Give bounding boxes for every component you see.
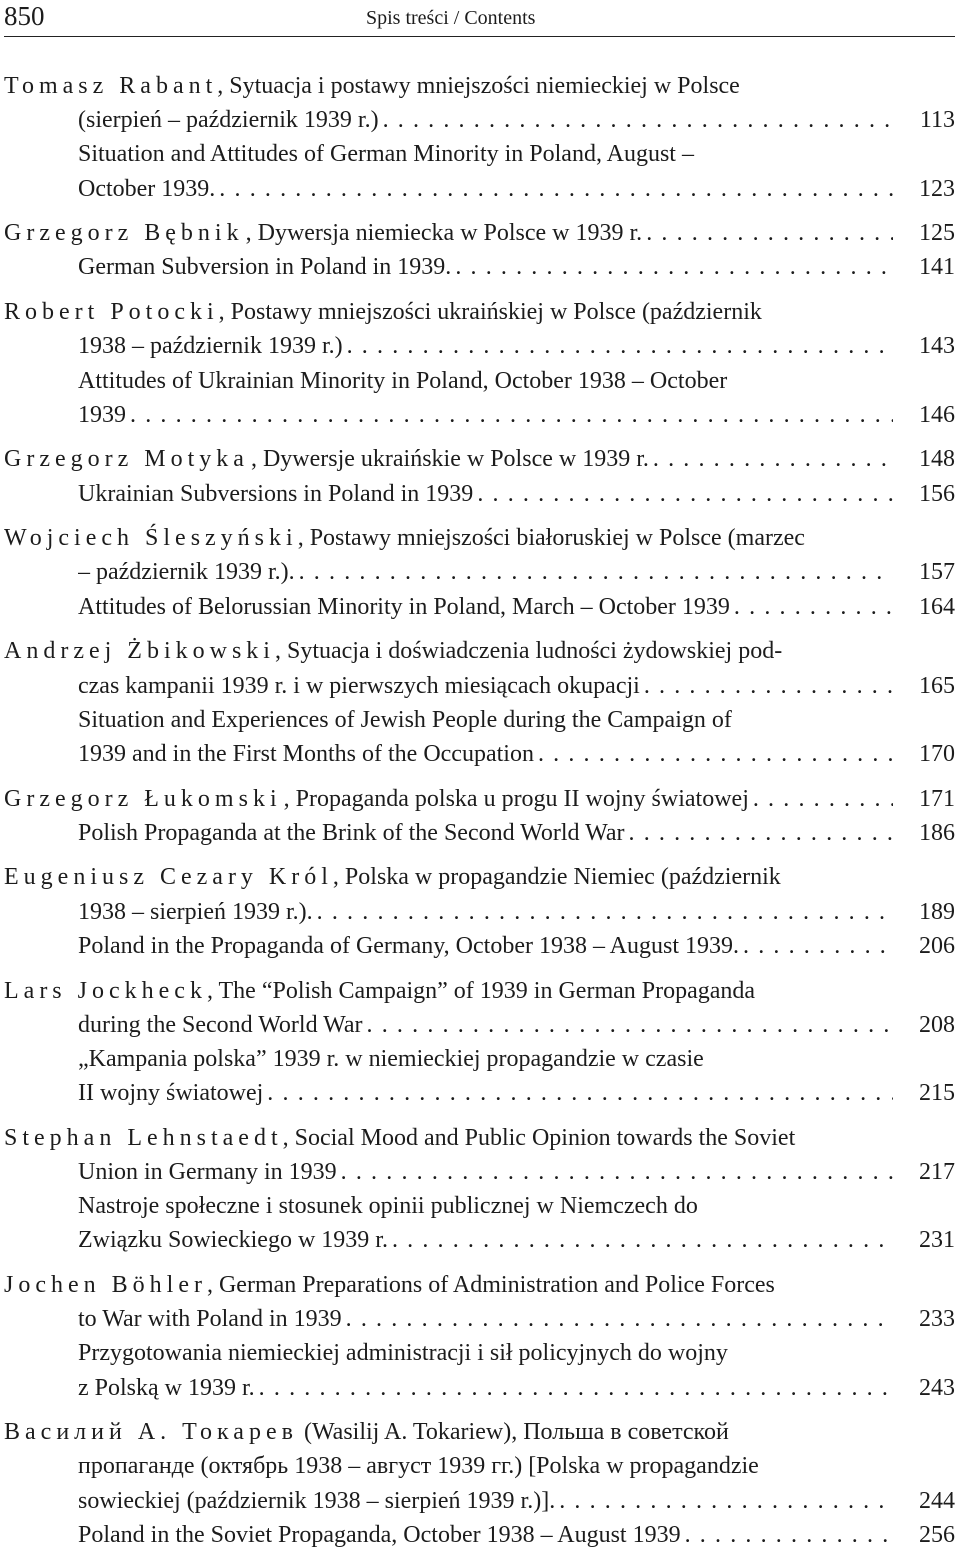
toc-title: Attitudes of Belorussian Minority in Poland, March – October 1939: [78, 593, 730, 620]
toc-page-number: 233: [901, 1302, 955, 1336]
toc-line-text: [78, 250, 893, 284]
toc-line-text: [4, 782, 893, 816]
toc-page-number: 156: [901, 477, 955, 511]
toc-line-text: [78, 398, 893, 432]
toc-line: [4, 782, 955, 816]
toc-title: , Postawy mniejszości białoruskiej w Polsce (marzec: [297, 525, 805, 552]
toc-line-text: [4, 860, 955, 894]
toc-page-number: 165: [901, 669, 955, 703]
toc-line: [4, 1449, 955, 1483]
toc-page-number: 217: [901, 1155, 955, 1189]
toc-page-number: 186: [901, 816, 955, 850]
toc-line: [4, 477, 955, 511]
toc-line: [4, 1415, 955, 1449]
toc-line: [4, 250, 955, 284]
toc-line-text: [4, 1121, 955, 1155]
toc-author: Wojciech Śleszyński: [4, 525, 298, 552]
toc-entry[interactable]: [4, 442, 955, 510]
toc-line-text: [78, 590, 893, 624]
toc-line: [4, 1042, 955, 1076]
running-head: Spis treści / Contents: [366, 7, 536, 29]
toc-author: Grzegorz Motyka: [4, 446, 249, 473]
toc-entry[interactable]: [4, 860, 955, 963]
toc-title: Przygotowania niemieckiej administracji i sił policyjnych do wojny: [78, 1340, 728, 1367]
toc-title: Situation and Attitudes of German Minority in Poland, August –: [78, 141, 694, 168]
toc-page-number: 189: [901, 895, 955, 929]
toc-entry[interactable]: [4, 1121, 955, 1258]
toc-line-text: [78, 1518, 893, 1552]
toc-entry[interactable]: [4, 1415, 955, 1552]
toc-page-number: 244: [901, 1484, 955, 1518]
toc-line: [4, 1484, 955, 1518]
toc-line: [4, 860, 955, 894]
toc-line: [4, 69, 955, 103]
toc-page-number: 208: [901, 1008, 955, 1042]
toc-line: [4, 1076, 955, 1110]
toc-line-text: [78, 1223, 893, 1257]
toc-line: [4, 364, 955, 398]
toc-page-number: 231: [901, 1223, 955, 1257]
toc-line: [4, 1223, 955, 1257]
table-of-contents: [4, 69, 955, 1563]
toc-title: пропаганде (октябрь 1938 – август 1939 гг.) [Polska w propagandzie: [78, 1453, 759, 1480]
toc-title: 1939 and in the First Months of the Occupation: [78, 740, 534, 767]
toc-entry[interactable]: [4, 216, 955, 284]
toc-title: Situation and Experiences of Jewish People during the Campaign of: [78, 706, 732, 733]
toc-line-text: [4, 634, 955, 668]
toc-page-number: 243: [901, 1371, 955, 1405]
toc-line-text: [78, 1042, 955, 1076]
toc-entry[interactable]: [4, 974, 955, 1111]
toc-page-number: 125: [901, 216, 955, 250]
toc-line-text: [78, 1484, 893, 1518]
toc-line: [4, 974, 955, 1008]
toc-line: [4, 555, 955, 589]
toc-title: , The “Polish Campaign” of 1939 in German Propaganda: [206, 977, 756, 1004]
toc-line: [4, 1336, 955, 1370]
toc-line-text: [78, 895, 893, 929]
toc-title: Poland in the Soviet Propaganda, October 1938 – August 1939: [78, 1521, 681, 1548]
toc-page-number: 113: [901, 103, 955, 137]
toc-title: – październik 1939 r.).: [78, 559, 295, 586]
toc-author: Grzegorz Łukomski: [4, 785, 282, 812]
toc-title: 1939: [78, 401, 126, 428]
toc-title: , Postawy mniejszości ukraińskiej w Polsce (październik: [218, 299, 762, 326]
toc-line-text: [78, 929, 893, 963]
toc-line: [4, 1268, 955, 1302]
toc-title: Poland in the Propaganda of Germany, October 1938 – August 1939.: [78, 932, 739, 959]
page-number: 850: [4, 1, 45, 31]
toc-title: , Dywersje ukraińskie w Polsce w 1939 r.: [250, 446, 649, 473]
toc-line-text: [78, 137, 955, 171]
toc-page-number: 141: [901, 250, 955, 284]
toc-line: [4, 398, 955, 432]
toc-entry[interactable]: [4, 69, 955, 206]
toc-title: 1938 – sierpień 1939 r.).: [78, 898, 313, 925]
toc-title: Związku Sowieckiego w 1939 r.: [78, 1227, 388, 1254]
toc-line-text: [78, 477, 893, 511]
toc-line-text: [78, 1336, 955, 1370]
toc-title: z Polską w 1939 r.: [78, 1374, 255, 1401]
toc-title: II wojny światowej: [78, 1080, 264, 1107]
toc-line-text: [4, 974, 955, 1008]
toc-author: Jochen Böhler: [4, 1272, 207, 1298]
toc-line: [4, 816, 955, 850]
toc-line: [4, 172, 955, 206]
toc-line-text: [4, 216, 893, 250]
toc-line-text: [4, 69, 955, 103]
toc-title: (sierpień – październik 1939 r.): [78, 107, 379, 134]
toc-title: „Kampania polska” 1939 r. w niemieckiej propagandzie w czasie: [78, 1045, 704, 1072]
toc-page-number: 148: [901, 442, 955, 476]
toc-title: , Sytuacja i doświadczenia ludności żydowskiej pod-: [274, 638, 783, 665]
toc-author: Robert Potocki: [4, 299, 219, 326]
toc-entry[interactable]: [4, 782, 955, 850]
toc-page-number: 256: [901, 1518, 955, 1552]
toc-page-number: 171: [901, 782, 955, 816]
toc-line-text: [78, 364, 955, 398]
toc-title: , Social Mood and Public Opinion towards the Soviet: [282, 1124, 796, 1151]
toc-page-number: 157: [901, 555, 955, 589]
toc-author: Василий А. Токарев: [4, 1419, 298, 1446]
toc-line: [4, 1008, 955, 1042]
toc-page-number: 206: [901, 929, 955, 963]
toc-title: German Subversion in Poland in 1939.: [78, 254, 452, 281]
toc-line: [4, 634, 955, 668]
toc-line-text: [4, 521, 955, 555]
toc-line: [4, 295, 955, 329]
toc-line-text: [78, 737, 893, 771]
toc-page-number: 143: [901, 329, 955, 363]
toc-page-number: 170: [901, 737, 955, 771]
toc-line: [4, 1189, 955, 1223]
toc-author: Grzegorz Bębnik: [4, 220, 244, 247]
page-header: [4, 0, 955, 37]
toc-line-text: [78, 1449, 955, 1483]
toc-title: Attitudes of Ukrainian Minority in Poland, October 1938 – October: [78, 367, 728, 394]
toc-line: [4, 1518, 955, 1552]
toc-title: , Sytuacja i postawy mniejszości niemieckiej w Polsce: [217, 73, 740, 99]
toc-line-text: [78, 816, 893, 850]
toc-line: [4, 137, 955, 171]
toc-title: (Wasilij A. Tokariew), Польша в советской: [297, 1419, 729, 1446]
toc-line: [4, 216, 955, 250]
toc-line-text: [4, 1268, 955, 1302]
toc-line-text: [78, 1155, 893, 1189]
toc-line-text: [78, 669, 893, 703]
toc-line-text: [78, 329, 893, 363]
toc-title: during the Second World War: [78, 1011, 363, 1038]
toc-title: Nastroje społeczne i stosunek opinii publicznej w Niemczech do: [78, 1193, 698, 1220]
toc-title: , Polska w propagandzie Niemiec (październik: [332, 864, 781, 891]
toc-line-text: [78, 555, 893, 589]
toc-entry[interactable]: [4, 521, 955, 624]
toc-page-number: 146: [901, 398, 955, 432]
toc-line: [4, 103, 955, 137]
toc-page-number: 123: [901, 172, 955, 206]
toc-line: [4, 1155, 955, 1189]
toc-line: [4, 895, 955, 929]
toc-entry[interactable]: [4, 1268, 955, 1405]
toc-title: , German Preparations of Administration and Police Forces: [206, 1272, 775, 1298]
toc-page-number: 164: [901, 590, 955, 624]
toc-title: to War with Poland in 1939: [78, 1306, 342, 1333]
toc-entry[interactable]: [4, 295, 955, 432]
toc-line-text: [78, 1189, 955, 1223]
toc-title: czas kampanii 1939 r. i w pierwszych miesiącach okupacji: [78, 672, 640, 699]
toc-line: [4, 669, 955, 703]
toc-author: Tomasz Rabant: [4, 73, 218, 99]
toc-line: [4, 590, 955, 624]
toc-line-text: [78, 172, 893, 206]
toc-line-text: [78, 1008, 893, 1042]
toc-line-text: [4, 442, 893, 476]
toc-line: [4, 442, 955, 476]
toc-line-text: [78, 1302, 893, 1336]
toc-title: Polish Propaganda at the Brink of the Second World War: [78, 819, 625, 846]
toc-line: [4, 521, 955, 555]
toc-line: [4, 703, 955, 737]
toc-title: October 1939.: [78, 175, 216, 202]
toc-line: [4, 1121, 955, 1155]
toc-page-number: 215: [901, 1076, 955, 1110]
toc-title: Union in Germany in 1939: [78, 1158, 337, 1185]
toc-line-text: [78, 103, 893, 137]
toc-line-text: [78, 703, 955, 737]
toc-author: Andrzej Żbikowski: [4, 638, 275, 665]
toc-line: [4, 1302, 955, 1336]
toc-line-text: [78, 1076, 893, 1110]
toc-author: Eugeniusz Cezary Król: [4, 864, 333, 891]
toc-title: 1938 – październik 1939 r.): [78, 333, 343, 360]
toc-line-text: [4, 295, 955, 329]
toc-line-text: [4, 1415, 955, 1449]
toc-line-text: [78, 1371, 893, 1405]
toc-author: Lars Jockheck: [4, 977, 207, 1004]
toc-line: [4, 929, 955, 963]
toc-title: Ukrainian Subversions in Poland in 1939: [78, 480, 474, 507]
toc-title: , Propaganda polska u progu II wojny światowej: [283, 785, 749, 812]
toc-author: Stephan Lehnstaedt: [4, 1124, 283, 1151]
toc-entry[interactable]: [4, 634, 955, 771]
toc-line: [4, 1371, 955, 1405]
toc-line: [4, 329, 955, 363]
toc-title: , Dywersja niemiecka w Polsce w 1939 r.: [245, 220, 643, 247]
toc-line: [4, 737, 955, 771]
toc-title: sowieckiej (październik 1938 – sierpień 1939 r.)].: [78, 1487, 556, 1514]
